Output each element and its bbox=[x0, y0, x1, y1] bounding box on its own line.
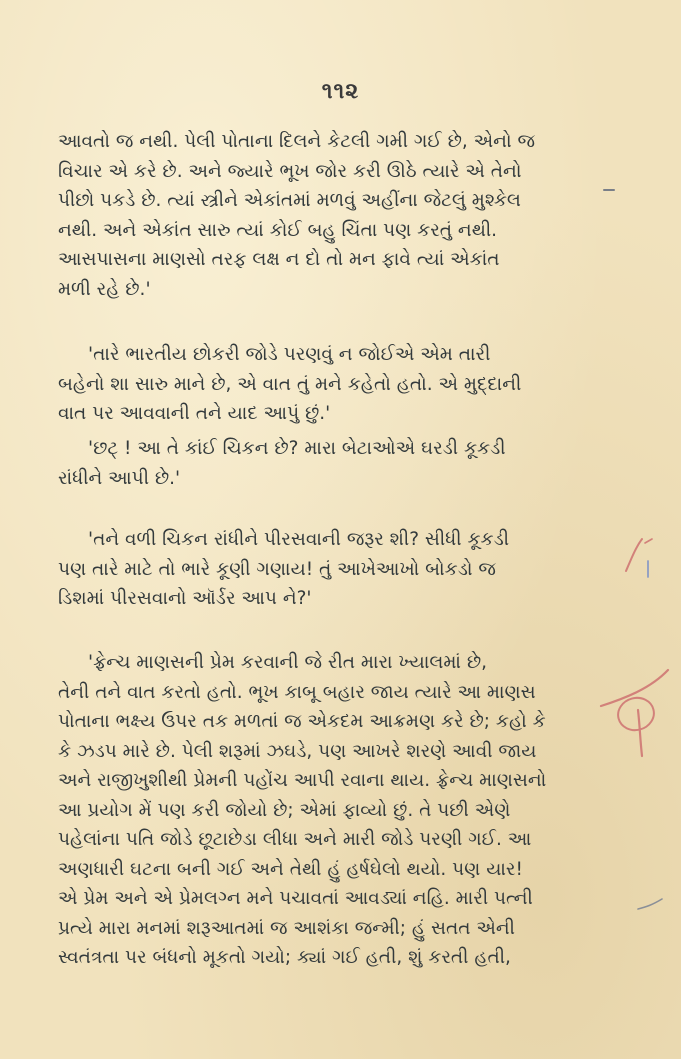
text-line: વાત પર આવવાની તને યાદ આપું છું.' bbox=[58, 403, 331, 424]
text-line: મળી રહે છે.' bbox=[58, 278, 151, 300]
text-line: તેની તને વાત કરતો હતો. ભૂખ કાબૂ બહાર જાય ત્યારે આ માણસ bbox=[58, 681, 536, 703]
text-line: 'છટ્ ! આ તે કાંઈ ચિકન છે? મારા બેટાઓએ ઘરડી કૂકડી bbox=[88, 438, 506, 459]
paragraph-2 bbox=[58, 340, 633, 429]
text-line: 'તને વળી ચિકન રાંધીને પીરસવાની જરૂર શી? સીધી કૂકડી bbox=[88, 529, 510, 550]
text-line: બહેનો શા સારુ માને છે, એ વાત તું મને કહેતો હતો. એ મુદ્દાની bbox=[58, 373, 522, 395]
text-line: આવતો જ નથી. પેલી પોતાના દિલને કેટલી ગમી ગઈ છે, એનો જ bbox=[58, 131, 535, 152]
text-line: આસપાસના માણસો તરફ લક્ષ ન દો તો મન ફાવે ત્યાં એકાંત bbox=[58, 249, 500, 270]
text-line: આ પ્રયોગ મેં પણ કરી જોયો છે; એમાં ફાવ્યો છું. તે પછી એણે bbox=[58, 799, 511, 821]
text-line: એ પ્રેમ અને એ પ્રેમલગ્ન મને પચાવતાં આવડ્યાં નહિ. મારી પત્ની bbox=[58, 888, 533, 909]
text-line: અને રાજીખુશીથી પ્રેમની પહોંચ આપી રવાના થાય. ફ્રેન્ચ માણસનો bbox=[58, 770, 547, 791]
margin-red-dash bbox=[636, 895, 666, 915]
page-number: ૧૧૨ bbox=[321, 78, 360, 104]
paragraph-4 bbox=[58, 525, 633, 614]
paragraph-1 bbox=[58, 127, 633, 304]
text-line: પણ તારે માટે તો ભારે કૂણી ગણાય! તું આખેઆખો બોકડો જ bbox=[58, 558, 496, 580]
paragraph-3 bbox=[58, 434, 633, 493]
text-line: સ્વતંત્રતા પર બંધનો મૂકતો ગયો; ક્યાં ગઈ હતી, શું કરતી હતી, bbox=[58, 947, 511, 968]
text-line: પહેલાંના પતિ જોડે છૂટાછેડા લીધા અને મારી જોડે પરણી ગઈ. આ bbox=[58, 829, 532, 850]
paragraph-5 bbox=[58, 648, 633, 973]
text-line: પ્રત્યે મારા મનમાં શરૂઆતમાં જ આશંકા જન્મી; હું સતત એની bbox=[58, 917, 515, 939]
text-line: રાંધીને આપી છે.' bbox=[58, 467, 181, 489]
text-line: વિચાર એ કરે છે. અને જ્યારે ભૂખ જોર કરી ઊઠે ત્યારે એ તેનો bbox=[58, 160, 522, 182]
text-line: ડિશમાં પીરસવાનો ઑર્ડર આપ ને?' bbox=[58, 588, 312, 609]
text-line: કે ઝડપ મારે છે. પેલી શરૂમાં ઝઘડે, પણ આખરે શરણે આવી જાય bbox=[58, 740, 537, 762]
text-line: અણધારી ઘટના બની ગઈ અને તેથી હું હર્ષઘેલો થયો. પણ યાર! bbox=[58, 858, 523, 880]
text-line: 'ફ્રેન્ચ માણસની પ્રેમ કરવાની જે રીત મારા ખ્યાલમાં છે, bbox=[88, 652, 488, 673]
text-line: 'તારે ભારતીય છોકરી જોડે પરણવું ન જોઈએ એમ તારી bbox=[88, 344, 491, 365]
text-line: પોતાના ભક્ષ્ય ઉપર તક મળતાં જ એકદમ આક્રમણ કરે છે; કહો કે bbox=[58, 711, 546, 732]
text-line: નથી. અને એકાંત સારુ ત્યાં કોઈ બહુ ચિંતા પણ કરતું નથી. bbox=[58, 219, 498, 241]
text-line: પીછો પકડે છે. ત્યાં સ્ત્રીને એકાંતમાં મળવું અહીંના જેટલું મુશ્કેલ bbox=[58, 190, 521, 211]
